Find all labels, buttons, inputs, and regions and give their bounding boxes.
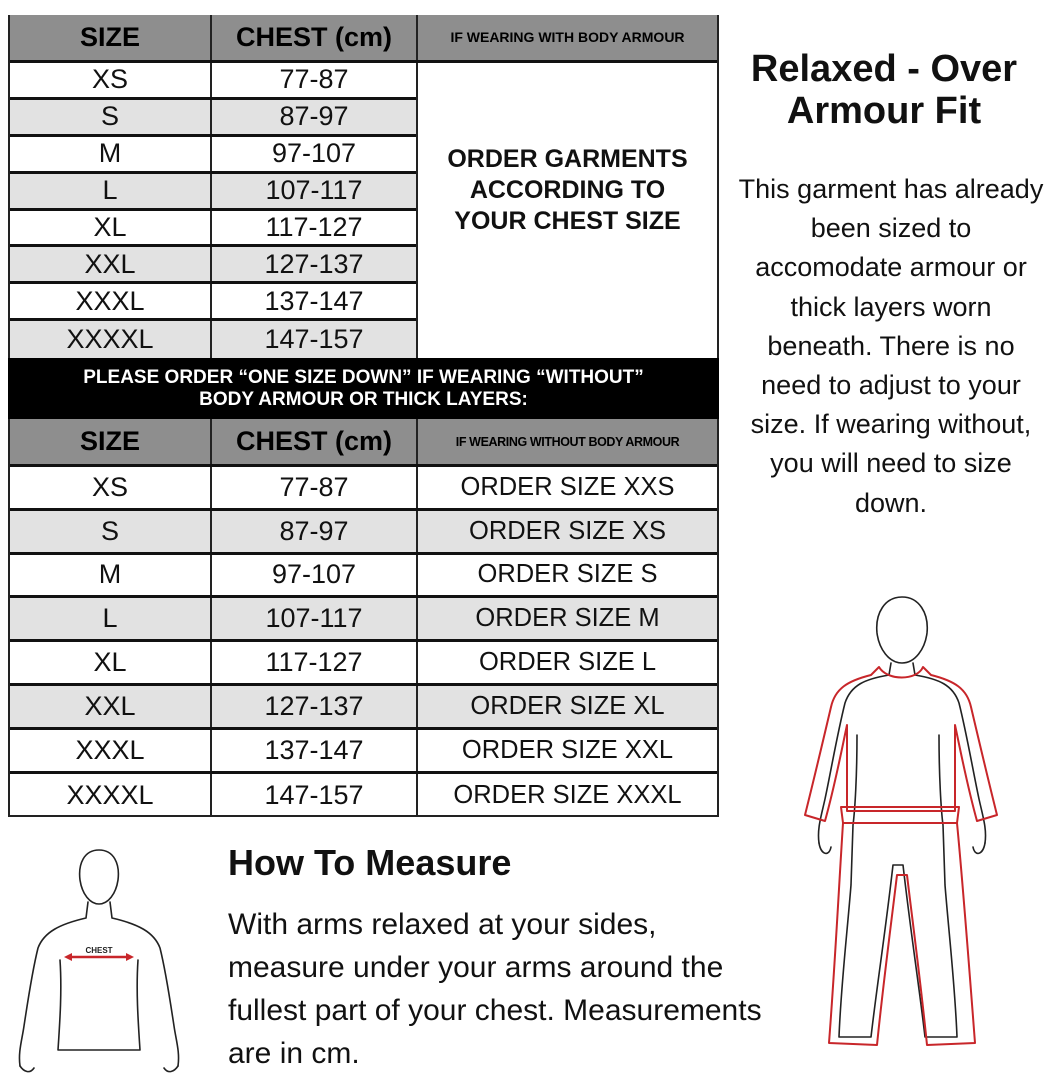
table-row (10, 211, 416, 248)
size-cell: XXXL (75, 734, 145, 765)
order-note-text: ORDER GARMENTS ACCORDING TO YOUR CHEST SIZE (447, 145, 688, 235)
banner-line-2: BODY ARMOUR OR THICK LAYERS: (199, 389, 528, 410)
how-to-measure-text: With arms relaxed at your sides, measure under your arms around the fullest part of your chest. Measurements are in cm. (228, 908, 762, 1070)
fit-description: This garment has already been sized to accomodate armour or thick layers worn beneath. There is no need to adjust to your size. If wearing without, you will need to size down. (738, 174, 1044, 518)
size-cell: XXXXL (66, 779, 154, 810)
chest-cell: 77-87 (210, 63, 416, 97)
size-cell: XL (93, 647, 127, 678)
full-body-figure-icon (795, 585, 1005, 1065)
table-row (10, 321, 416, 358)
table-row (10, 247, 416, 284)
order-cell: ORDER SIZE M (416, 598, 717, 639)
table-row (10, 467, 717, 511)
size-cell: L (102, 603, 118, 634)
chest-cell: 127-137 (210, 247, 416, 281)
how-to-measure-title: How To Measure (228, 842, 512, 883)
chest-cell: 107-117 (210, 598, 416, 639)
header-with-armour: IF WEARING WITH BODY ARMOUR (416, 15, 717, 60)
order-cell: ORDER SIZE L (416, 642, 717, 683)
chest-cell: 117-127 (210, 642, 416, 683)
size-cell: M (98, 559, 122, 590)
size-down-banner (8, 358, 719, 419)
size-cell: M (98, 138, 122, 169)
table-row (10, 642, 717, 686)
order-note-cell (416, 63, 717, 358)
table-row (10, 730, 717, 774)
size-cell: S (100, 101, 119, 132)
table-header (10, 419, 717, 467)
table-row (10, 774, 717, 818)
size-cell: XXXL (75, 285, 145, 316)
fit-title: Relaxed - Over Armour Fit (750, 48, 1018, 132)
chest-cell: 147-157 (210, 774, 416, 818)
table-row (10, 511, 717, 555)
order-cell: ORDER SIZE XS (416, 511, 717, 552)
order-cell: ORDER SIZE XXXL (416, 774, 717, 818)
chest-cell: 137-147 (210, 730, 416, 771)
size-table-with-armour (8, 15, 719, 358)
chest-cell: 97-107 (210, 555, 416, 596)
chest-cell: 117-127 (210, 211, 416, 245)
size-table-without-armour (8, 419, 719, 817)
chest-cell: 97-107 (210, 137, 416, 171)
chest-cell: 77-87 (210, 467, 416, 508)
chest-cell: 147-157 (210, 321, 416, 358)
size-cell: XL (93, 212, 127, 242)
table-row (10, 100, 416, 137)
size-cell: XXL (84, 248, 136, 279)
chest-cell: 127-137 (210, 686, 416, 727)
header-chest: CHEST (cm) (210, 419, 416, 464)
table-row (10, 284, 416, 321)
table-row (10, 63, 416, 100)
chest-figure-label: CHEST (85, 946, 113, 955)
order-cell: ORDER SIZE XL (416, 686, 717, 727)
table-row (10, 137, 416, 174)
size-cell: S (100, 515, 119, 546)
banner-line-1: PLEASE ORDER “ONE SIZE DOWN” IF WEARING “WITHOUT” (83, 367, 644, 388)
size-cell: XXXXL (66, 324, 154, 355)
table-row (10, 555, 717, 599)
torso-figure-icon (0, 840, 200, 1080)
chest-cell: 87-97 (210, 100, 416, 134)
chest-cell: 87-97 (210, 511, 416, 552)
chest-cell: 137-147 (210, 284, 416, 318)
chest-cell: 107-117 (210, 174, 416, 208)
size-cell: XS (91, 64, 129, 95)
order-cell: ORDER SIZE S (416, 555, 717, 596)
table-row (10, 598, 717, 642)
table-row (10, 686, 717, 730)
order-cell: ORDER SIZE XXS (416, 467, 717, 508)
order-cell: ORDER SIZE XXL (416, 730, 717, 771)
size-cell: XS (91, 471, 129, 502)
header-without-armour: IF WEARING WITHOUT BODY ARMOUR (416, 419, 717, 464)
table-row (10, 174, 416, 211)
header-chest: CHEST (cm) (210, 15, 416, 60)
size-cell: XXL (84, 690, 136, 721)
table-header (10, 15, 717, 63)
header-size: SIZE (79, 22, 140, 52)
header-size: SIZE (79, 426, 140, 456)
size-cell: L (102, 175, 118, 206)
